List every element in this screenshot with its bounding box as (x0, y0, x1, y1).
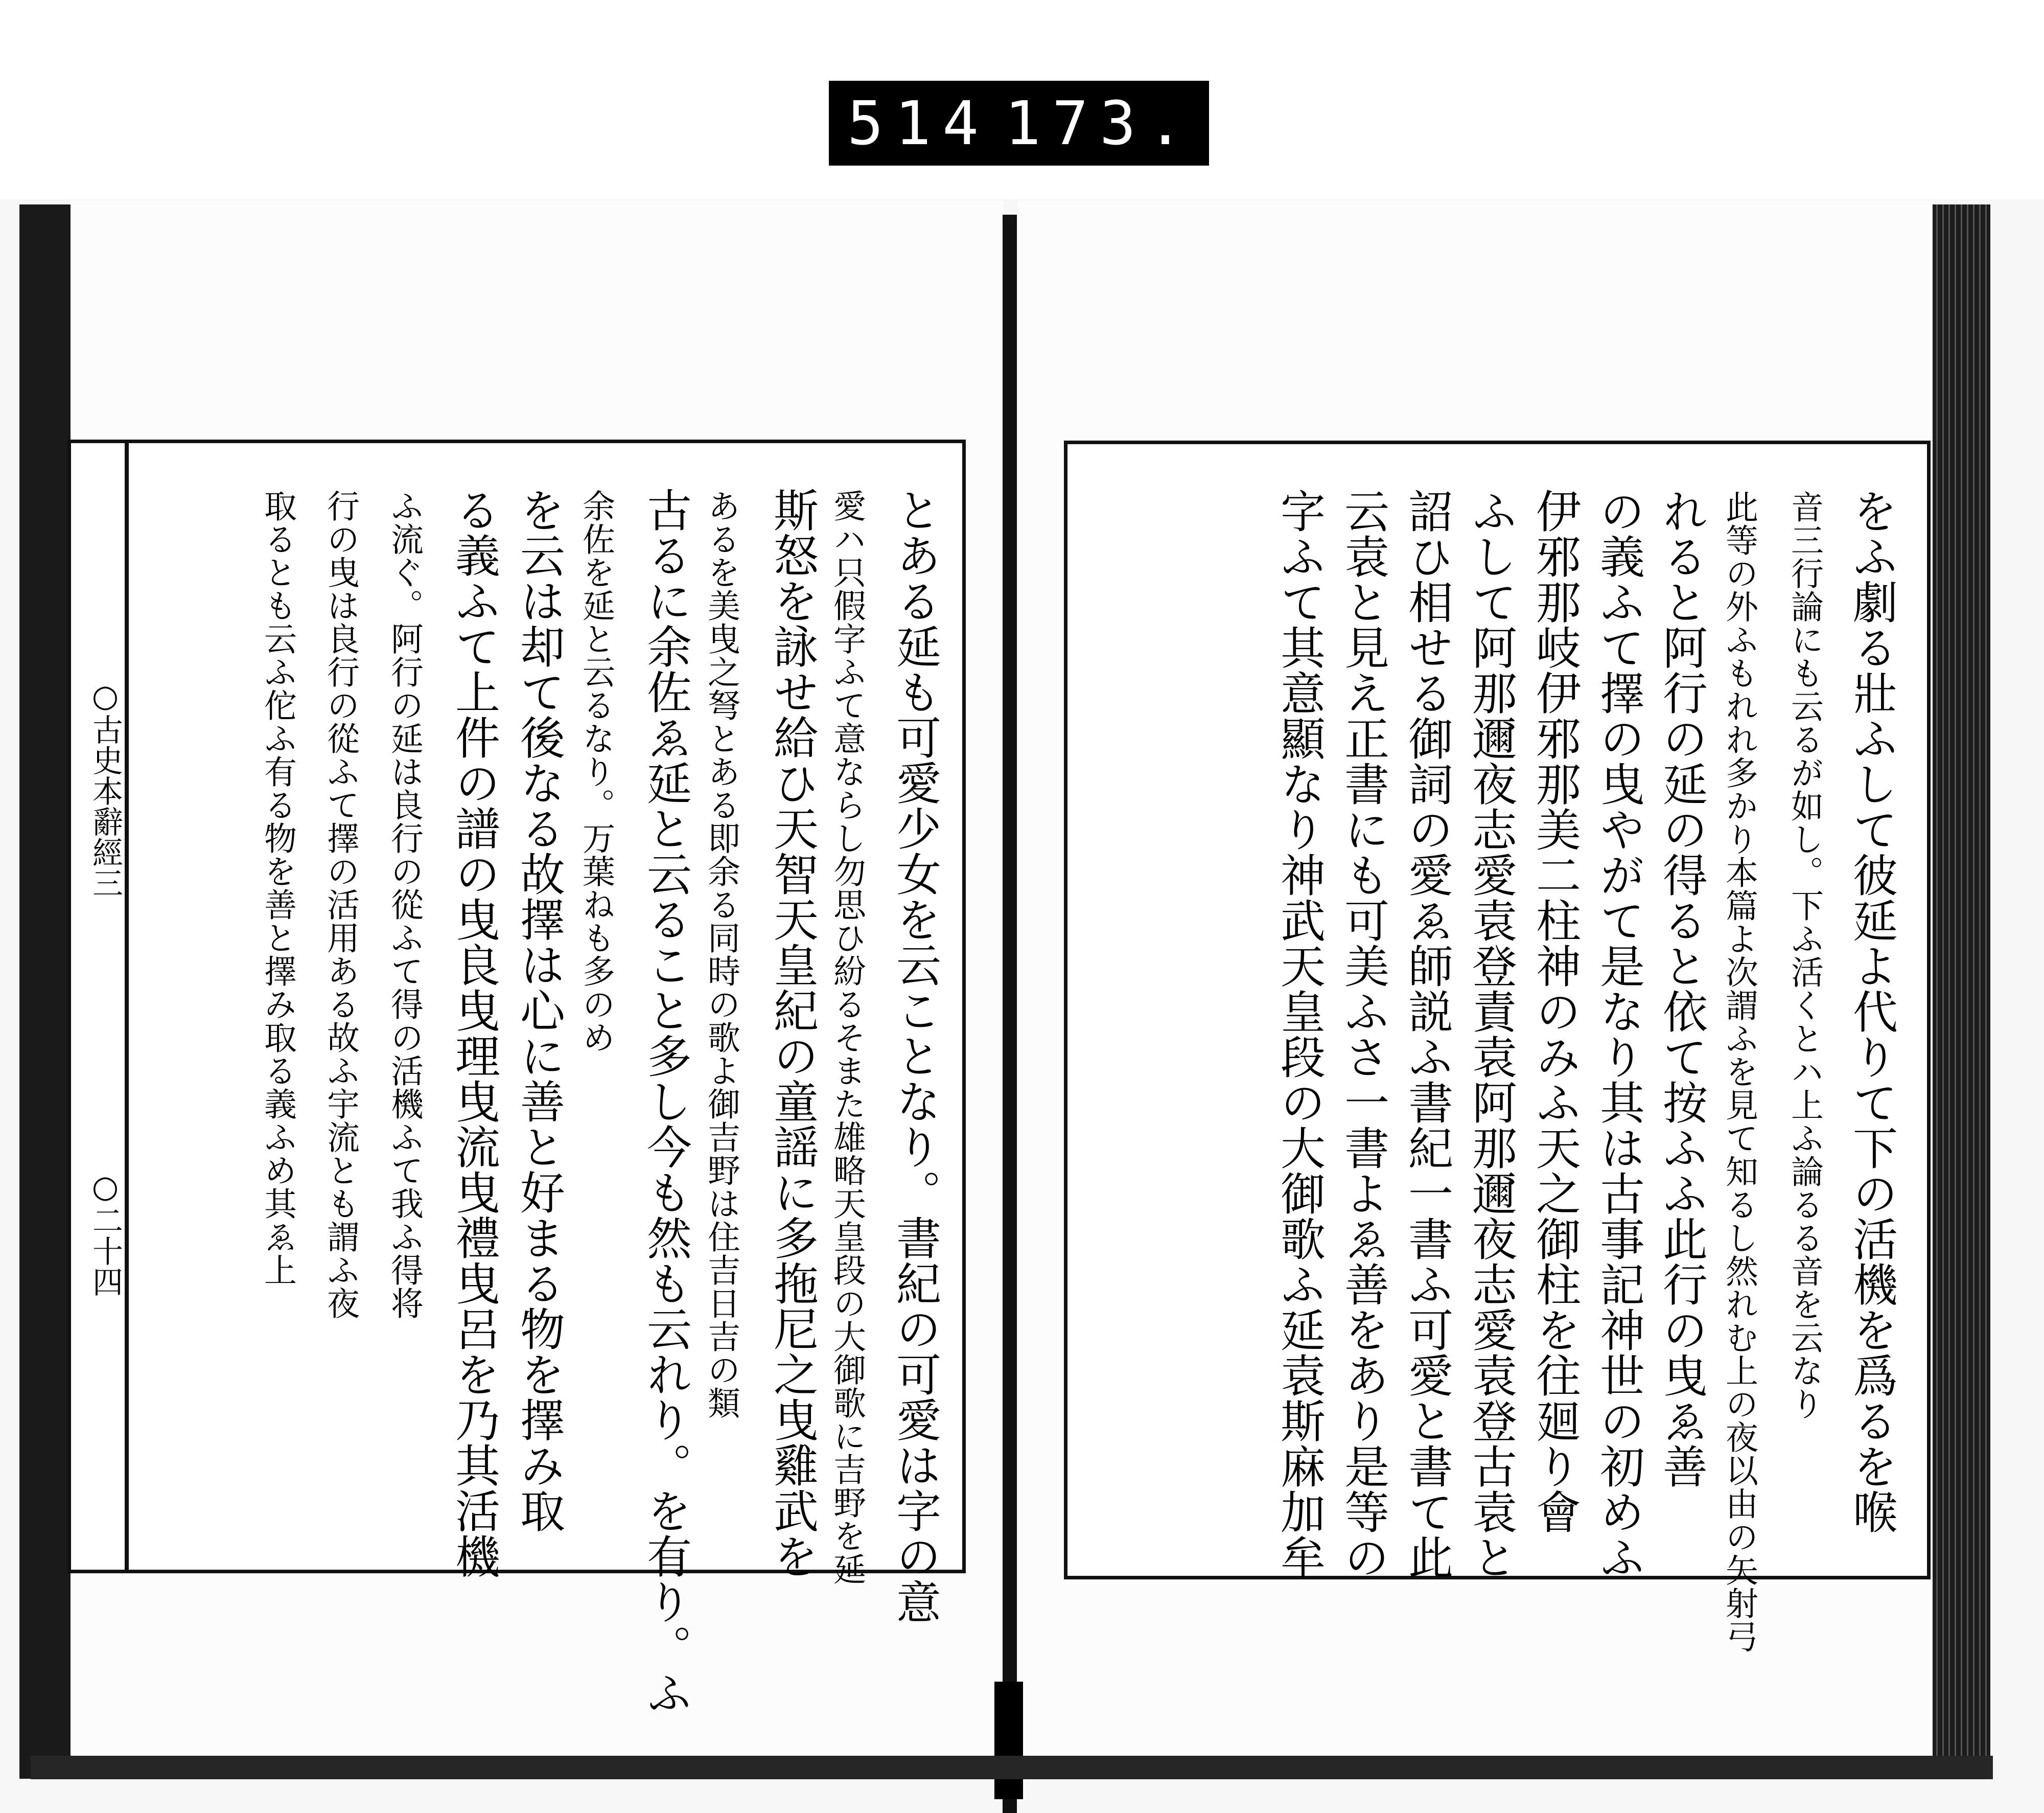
text-column: 音三行論にも云るが如し。下ふ活くとハ上ふ論るる音を云なり (1785, 490, 1823, 1420)
text-column: 字ふて其意顯なり神武天皇段の大御歌ふ延袁斯麻加牟 (1273, 488, 1326, 1580)
text-column: あるを美曳之弩とある即余る同時の歌よ御吉野は住吉日吉の類 (702, 489, 740, 1419)
text-column: ふ流ぐ。阿行の延は良行の從ふて得の活機ふて我ふ得将 (385, 489, 423, 1320)
left-text-block (67, 440, 966, 1715)
text-column: を云は却て後なる故擇は心に善と好まる物を擇み取 (513, 487, 566, 1533)
text-column: とある延も可愛少女を云ことなり。書紀の可愛は字の意 (889, 487, 942, 1624)
text-column: 余佐を延と云るなり。万葉ねも多のめ (577, 489, 615, 1054)
spine-clip (994, 1682, 1023, 1799)
text-column: 取るとも云ふ佗ふ有る物を善と擇み取る義ふめ其ゑ上 (259, 489, 296, 1287)
text-column: 行の曳は良行の從ふて擇の活用ある故ふ宇流とも謂ふ夜 (321, 489, 359, 1320)
frame-number-right: 173. (1004, 88, 1195, 158)
book-cover-left (19, 204, 71, 1779)
frame-number-left: 514 (847, 88, 990, 158)
text-column: 古るに余佐ゑ延と云ること多し今も然も云れり。を有り。ふ (640, 487, 692, 1715)
book-spine (1003, 215, 1017, 1813)
text-column: 此等の外ふもれれ多かり本篇よ次謂ふを見て知るし然れむ上の夜以由の矢射弓 (1720, 490, 1758, 1653)
text-column: 愛ハ只假字ふて意ならし勿思ひ紛るそまた雄略天皇段の大御歌に吉野を延 (828, 489, 866, 1586)
book-page-edges-right (1932, 204, 1990, 1779)
right-text-block (1064, 441, 1931, 1653)
frame-number-tag (829, 81, 1209, 166)
text-column: ふして阿那邇夜志愛袁登責袁阿那邇夜志愛袁登古袁と (1465, 488, 1518, 1580)
text-column: 斯怒を詠せ給ひ天智天皇紀の童謡に多拖尼之曳雞武を (766, 487, 819, 1579)
book-bottom-edge (31, 1756, 1993, 1779)
text-column: る義ふて上件の譜の曳良曳理曳流曳禮曳呂を乃其活機 (448, 487, 501, 1579)
text-column: 云袁と見え正書にも可美ふさ一書よゑ善をあり是等の (1337, 488, 1390, 1580)
margin-rule (125, 443, 129, 1570)
text-column: をふ劇る壯ふして彼延よ代りて下の活機を爲るを喉 (1846, 488, 1898, 1534)
text-column: 伊邪那岐伊邪那美二柱神のみふ天之御柱を往廻り會 (1529, 488, 1582, 1534)
text-column: れると阿行の延の得ると依て按ふふ此行の曳ゑ善 (1656, 488, 1708, 1489)
text-column: の義ふて擇の曳やがて是なり其は古事記神世の初めふ (1593, 488, 1645, 1580)
text-column: 詔ひ相せる御詞の愛ゑ師説ふ書紀一書ふ可愛と書て此 (1401, 488, 1454, 1580)
page-number: ○二十四 (87, 1169, 123, 1297)
running-title: ○古史本辭經三 (87, 678, 123, 898)
